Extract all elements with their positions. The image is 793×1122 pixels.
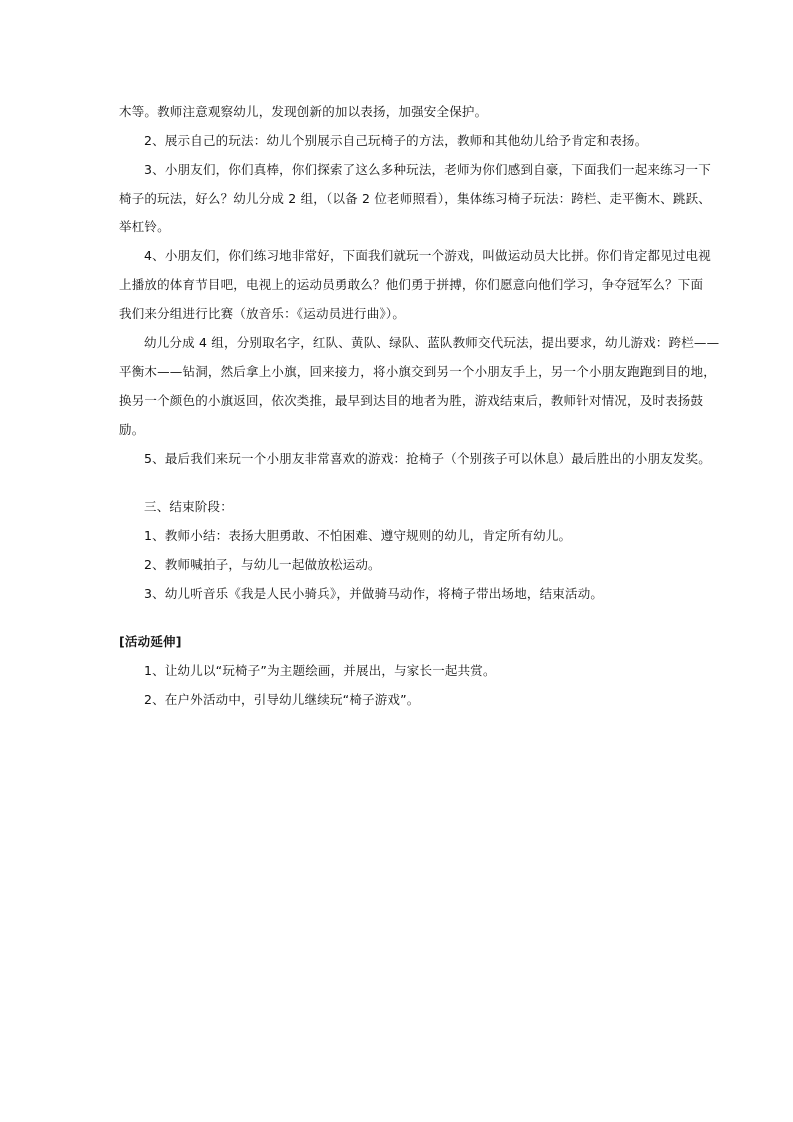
text-line: 5、最后我们来玩一个小朋友非常喜欢的游戏：抢椅子（个别孩子可以休息）最后胜出的小朋友发奖。 xyxy=(144,451,711,466)
text-line: 2、教师喊拍子，与幼儿一起做放松运动。 xyxy=(144,557,381,572)
text-line: 上播放的体育节目吧，电视上的运动员勇敢么？他们勇于拼搏，你们愿意向他们学习，争夺冠军么？下面 xyxy=(119,277,704,292)
text-line: 4、小朋友们，你们练习地非常好，下面我们就玩一个游戏，叫做运动员大比拼。你们肯定都见过电视 xyxy=(144,248,711,263)
text-line: 3、幼儿听音乐《我是人民小骑兵》，并做骑马动作，将椅子带出场地，结束活动。 xyxy=(144,586,604,601)
text-line: 2、展示自己的玩法：幼儿个别展示自己玩椅子的方法，教师和其他幼儿给予肯定和表扬。 xyxy=(144,133,648,148)
text-line: 2、在户外活动中，引导幼儿继续玩“椅子游戏”。 xyxy=(144,692,420,707)
text-line: 3、小朋友们，你们真棒，你们探索了这么多种玩法，老师为你们感到自豪，下面我们一起来练习一下 xyxy=(144,162,711,177)
text-line: 我们来分组进行比赛（放音乐：《运动员进行曲》）。 xyxy=(119,306,406,321)
text-line: 励。 xyxy=(119,422,145,437)
text-line: 幼儿分成 4 组，分别取名字，红队、黄队、绿队、蓝队教师交代玩法，提出要求，幼儿游戏：跨栏—— xyxy=(144,335,720,350)
section-heading: [活动延伸] xyxy=(119,634,182,649)
text-line: 木等。教师注意观察幼儿，发现创新的加以表扬，加强安全保护。 xyxy=(119,104,488,119)
text-line: 换另一个颜色的小旗返回，依次类推，最早到达目的地者为胜，游戏结束后，教师针对情况，及时表扬鼓 xyxy=(119,393,704,408)
text-line: 平衡木——钻洞，然后拿上小旗，回来接力，将小旗交到另一个小朋友手上，另一个小朋友跑跑到目的地， xyxy=(119,364,716,379)
text-line: 椅子的玩法，好么？幼儿分成 2 组，（以备 2 位老师照看），集体练习椅子玩法：跨栏、走平衡木、跳跃、 xyxy=(119,191,712,206)
text-line: 1、让幼儿以“玩椅子”为主题绘画，并展出，与家长一起共赏。 xyxy=(144,663,496,678)
text-line: 举杠铃。 xyxy=(119,219,170,234)
section-heading: 三、结束阶段： xyxy=(144,499,233,514)
text-line: 1、教师小结：表扬大胆勇敢、不怕困难、遵守规则的幼儿，肯定所有幼儿。 xyxy=(144,528,572,543)
